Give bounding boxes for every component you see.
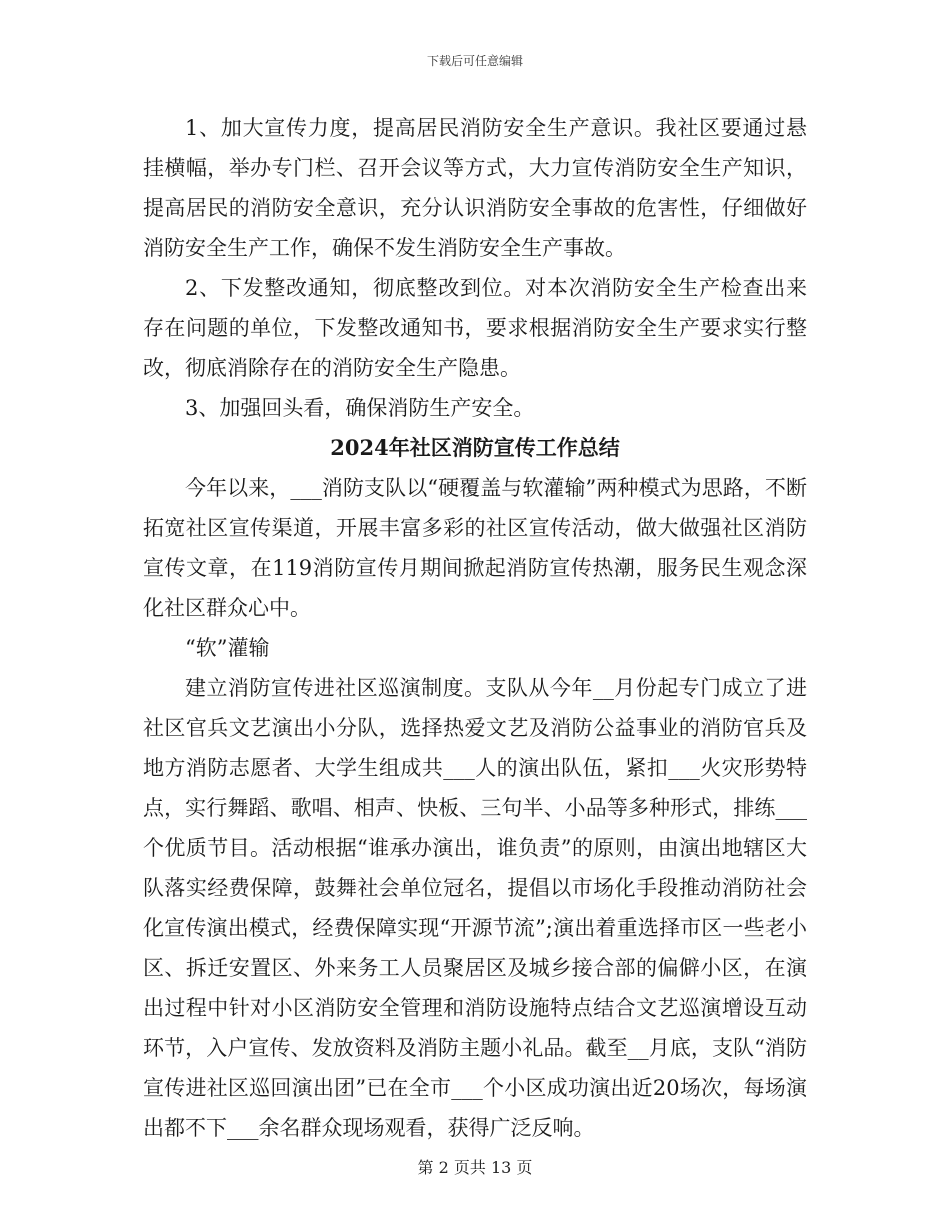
page-header: 下载后可任意编辑 bbox=[426, 54, 523, 68]
page-footer: 第 2 页共 13 页 bbox=[417, 1158, 533, 1177]
paragraph-item-3: 3、加强回头看，确保消防生产安全。 bbox=[185, 396, 535, 420]
paragraph-intro: 今年以来，___消防支队以“硬覆盖与软灌输”两种模式为思路，不断拓宽社区宣传渠道，开展丰富多彩的社区宣传活动，做大做强社区消防宣传文章，在119消防宣传月期间掀起消防宣传热潮，服务民生观念深化社区群众心中。 bbox=[143, 476, 807, 620]
section-title: 2024年社区消防宣传工作总结 bbox=[330, 435, 620, 460]
paragraph-tour: 建立消防宣传进社区巡演制度。支队从今年__月份起专门成立了进社区官兵文艺演出小分队，选择热爱文艺及消防公益事业的消防官兵及地方消防志愿者、大学生组成共___人的演出队伍，紧扣___火灾形势特点，实行舞蹈、歌唱、相声、快板、三句半、小品等多种形式，排练___个优质节目。活动根据“谁承办演出，谁负责”的原则，由演出地辖区大队落实经费保障，鼓舞社会单位冠名，提倡以市场化手段推动消防社会化宣传演出模式，经费保障实现“开源节流”;演出着重选择市区一些老小区、拆迁安置区、外来务工人员聚居区及城乡接合部的偏僻小区，在演出过程中针对小区消防安全管理和消防设施特点结合文艺巡演增设互动环节，入户宣传、发放资料及消防主题小礼品。截至__月底，支队“消防宣传进社区巡回演出团”已在全市___个小区成功演出近20场次，每场演出都不下___余名群众现场观看，获得广泛反响。 bbox=[143, 676, 807, 1140]
paragraph-item-2: 2、下发整改通知，彻底整改到位。对本次消防安全生产检查出来存在问题的单位，下发整改通知书，要求根据消防安全生产要求实行整改，彻底消除存在的消防安全生产隐患。 bbox=[143, 276, 807, 380]
paragraph-item-1: 1、加大宣传力度，提高居民消防安全生产意识。我社区要通过悬挂横幅，举办专门栏、召开会议等方式，大力宣传消防安全生产知识，提高居民的消防安全意识，充分认识消防安全事故的危害性，仔细做好消防安全生产工作，确保不发生消防安全生产事故。 bbox=[143, 116, 807, 260]
document-body bbox=[143, 108, 807, 1148]
subheading-soft: “软”灌输 bbox=[185, 636, 270, 660]
